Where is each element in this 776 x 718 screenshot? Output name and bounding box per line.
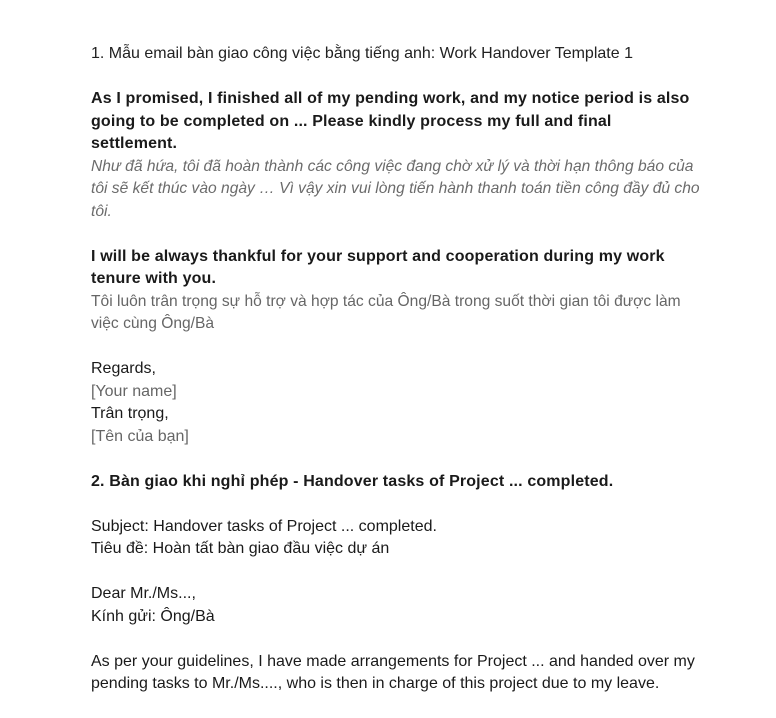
paragraph-1-vietnamese: Như đã hứa, tôi đã hoàn thành các công việc đang chờ xử lý và thời hạn thông báo của tôi sẽ kết thúc vào ngày … Vì vậy xin vui lòng tiến hành thanh toán tiền công đầy đủ cho tôi. (91, 157, 700, 220)
spacer (91, 448, 701, 471)
section-1-title: 1. Mẫu email bàn giao công việc bằng tiếng anh: Work Handover Template 1 (91, 45, 633, 62)
document-body (91, 43, 701, 696)
spacer (91, 493, 701, 516)
paragraph-2-vietnamese: Tôi luôn trân trọng sự hỗ trợ và hợp tác của Ông/Bà trong suốt thời gian tôi được làm việc cùng Ông/Bà (91, 292, 681, 332)
paragraph-1-english: As I promised, I finished all of my pending work, and my notice period is also going to be completed on ... Please kindly process my full and final settlement. (91, 90, 690, 152)
spacer (91, 561, 701, 584)
greeting-english: Dear Mr./Ms..., (91, 585, 196, 602)
closing-regards-english: Regards, (91, 360, 156, 377)
closing-name-vietnamese: [Tên của bạn] (91, 427, 189, 445)
spacer (91, 628, 701, 651)
paragraph-2-english: I will be always thankful for your support and cooperation during my work tenure with you. (91, 247, 665, 287)
section-2-title: 2. Bàn giao khi nghỉ phép - Handover tasks of Project ... completed. (91, 472, 614, 490)
subject-english: Subject: Handover tasks of Project ... completed. (91, 517, 437, 535)
spacer (91, 66, 701, 89)
closing-regards-vietnamese: Trân trọng, (91, 405, 169, 422)
greeting-vietnamese: Kính gửi: Ông/Bà (91, 607, 215, 625)
paragraph-3-english: As per your guidelines, I have made arrangements for Project ... and handed over my pending tasks to Mr./Ms...., who is then in charge of this project due to my leave. (91, 652, 695, 692)
subject-vietnamese: Tiêu đề: Hoàn tất bàn giao đầu việc dự án (91, 540, 390, 557)
closing-name-english: [Your name] (91, 382, 177, 400)
spacer (91, 336, 701, 359)
spacer (91, 223, 701, 246)
